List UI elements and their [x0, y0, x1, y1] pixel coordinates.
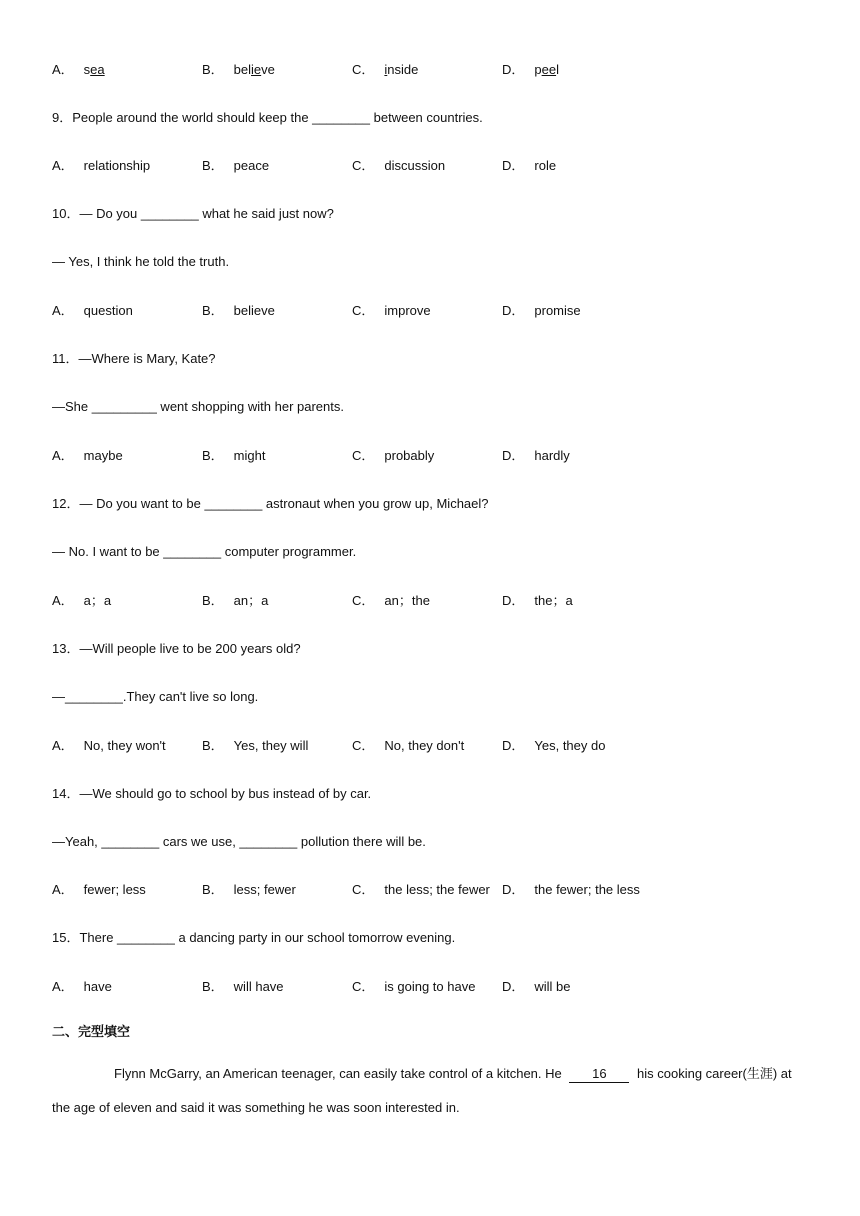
option-d[interactable]: D． peel — [502, 62, 559, 77]
option-a[interactable]: A． have — [52, 979, 112, 994]
question-12-reply: — No. I want to be ________ computer programmer. — [52, 544, 357, 559]
cloze-passage — [52, 1057, 797, 1125]
question-14-reply: —Yeah, ________ cars we use, ________ pollution there will be. — [52, 834, 426, 849]
option-b[interactable]: B． believe — [202, 62, 275, 77]
question-10: 10．— Do you ________ what he said just now? — [52, 206, 334, 221]
option-d[interactable]: D． will be — [502, 979, 571, 994]
option-a[interactable]: A． a；a — [52, 593, 112, 608]
question-15: 15．There ________ a dancing party in our school tomorrow evening. — [52, 930, 456, 945]
q15-options — [52, 978, 812, 996]
option-b[interactable]: B． Yes, they will — [202, 738, 309, 753]
option-b[interactable]: B． might — [202, 448, 266, 463]
section-heading: 二、完型填空 — [52, 1025, 131, 1040]
option-c[interactable]: C． inside — [352, 62, 419, 77]
q11-options — [52, 447, 812, 465]
option-c[interactable]: C． probably — [352, 448, 435, 463]
question-11: 11．—Where is Mary, Kate? — [52, 351, 216, 366]
option-a[interactable]: A． question — [52, 303, 133, 318]
option-c[interactable]: C． the less; the fewer — [352, 882, 490, 897]
question-10-reply: — Yes, I think he told the truth. — [52, 254, 230, 269]
option-d[interactable]: D． hardly — [502, 448, 570, 463]
option-d[interactable]: D． the；a — [502, 593, 573, 608]
question-14: 14．—We should go to school by bus instead of by car. — [52, 786, 372, 801]
option-a[interactable]: A． sea — [52, 62, 105, 77]
option-a[interactable]: A． maybe — [52, 448, 123, 463]
option-c[interactable]: C． discussion — [352, 158, 446, 173]
option-d[interactable]: D． the fewer; the less — [502, 882, 640, 897]
option-a[interactable]: A． relationship — [52, 158, 151, 173]
option-b[interactable]: B． an；a — [202, 593, 269, 608]
q13-options — [52, 737, 812, 755]
question-13: 13．—Will people live to be 200 years old? — [52, 641, 301, 656]
option-c[interactable]: C． is going to have — [352, 979, 476, 994]
passage-text-1: Flynn McGarry, an American teenager, can easily take control of a kitchen. He — [114, 1066, 562, 1081]
q14-options — [52, 881, 812, 899]
passage-text-2: his cooking career(生涯) at the age of eleven and said it was something he was soon interested in. — [52, 1066, 792, 1115]
option-b[interactable]: B． less; fewer — [202, 882, 296, 897]
option-b[interactable]: B． believe — [202, 303, 275, 318]
option-b[interactable]: B． peace — [202, 158, 270, 173]
q8-options — [52, 61, 812, 79]
option-d[interactable]: D． Yes, they do — [502, 738, 606, 753]
q10-options — [52, 302, 812, 320]
option-b[interactable]: B． will have — [202, 979, 284, 994]
q12-options — [52, 592, 812, 610]
option-a[interactable]: A． fewer; less — [52, 882, 146, 897]
question-9: 9．People around the world should keep the ________ between countries. — [52, 110, 483, 125]
option-d[interactable]: D． promise — [502, 303, 581, 318]
option-d[interactable]: D． role — [502, 158, 557, 173]
blank-16[interactable]: 16 — [569, 1066, 629, 1083]
option-c[interactable]: C． improve — [352, 303, 431, 318]
option-c[interactable]: C． No, they don't — [352, 738, 465, 753]
option-a[interactable]: A． No, they won't — [52, 738, 166, 753]
option-c[interactable]: C． an；the — [352, 593, 430, 608]
question-12: 12．— Do you want to be ________ astronaut when you grow up, Michael? — [52, 496, 489, 511]
question-13-reply: —________.They can't live so long. — [52, 689, 259, 704]
q9-options — [52, 157, 812, 175]
question-11-reply: —She _________ went shopping with her parents. — [52, 399, 344, 414]
